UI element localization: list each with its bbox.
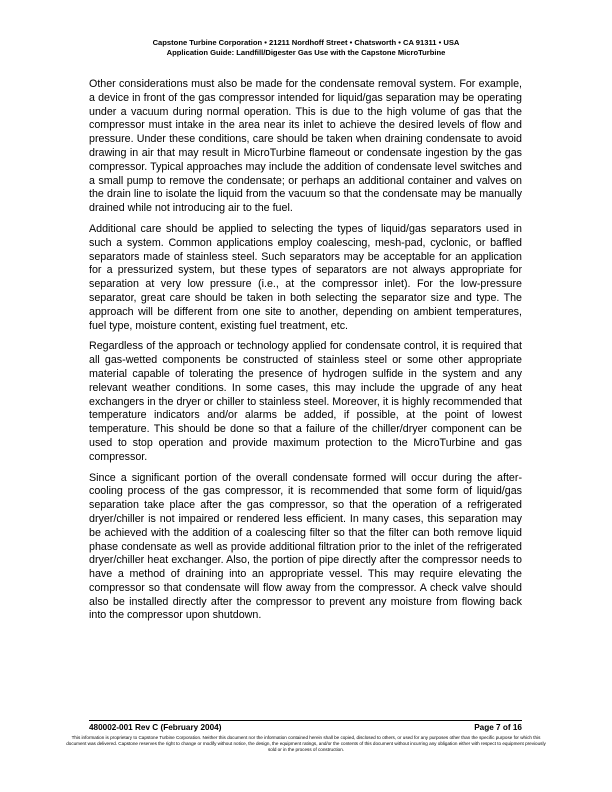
document-number: 480002-001 Rev C (February 2004) [89,723,222,732]
paragraph-after-cooling: Since a significant portion of the overall condensate formed will occur during the after-cooling process of the gas compressor, it is recommended that some form of liquid/gas separation take place after the gas compressor, so that the operation of a refrigerated dryer/chiller is not impaired or rendered less efficient. In many cases, this separation may be achieved with the addition of a coalescing filter so that the filter can both remove liquid phase condensate as well as provide additional filtration prior to the inlet of the refrigerated dryer/chiller heat exchanger. Also, the portion of pipe directly after the compressor needs to have a method of draining into an appropriate vessel. This may require elevating the compressor so that condensate will flow away from the compressor. A check valve should also be installed directly after the compressor to prevent any moisture from flowing back into the compressor upon shutdown. [89,471,522,622]
page-footer [89,720,522,733]
paragraph-gas-wetted-components: Regardless of the approach or technology applied for condensate control, it is required that all gas-wetted components be constructed of stainless steel or some other appropriate material capable of tolerating the presence of hydrogen sulfide in the system and any relevant weather conditions. In some cases, this may include the upgrade of any heat exchangers in the dryer or chiller to stainless steel. Moreover, it is highly recommended that temperature indicators and/or alarms be added, if possible, at the point of lowest temperature. This should be done so that a failure of the chiller/dryer component can be used to stop operation and provide maximum protection to the MicroTurbine and gas compressor. [89,340,522,463]
footer-row [89,723,522,733]
body-text [89,78,522,630]
paragraph-condensate-removal: Other considerations must also be made for the condensate removal system. For example, a device in front of the gas compressor intended for liquid/gas separation may be operating under a vacuum during normal operation. This is due to the high volume of gas that the compressor must intake in the area near its inlet to achieve the desired levels of flow and pressure. Under these conditions, care should be taken when draining condensate to avoid drawing in air that may result in MicroTurbine flameout or condensate ingestion by the gas compressor. Typical approaches may include the addition of condensate level switches and a small pump to remove the condensate; or perhaps an additional container and valves on the drain line to isolate the liquid from the vacuum so that the condensate may be manually drained while not introducing air to the fuel. [89,78,522,215]
footer-divider [89,720,522,721]
page-header [60,38,552,58]
header-company-address: Capstone Turbine Corporation • 21211 Nordhoff Street • Chatsworth • CA 91311 • USA [152,38,460,47]
header-document-title: Application Guide: Landfill/Digester Gas Use with the Capstone MicroTurbine [166,48,446,57]
proprietary-disclaimer: This information is proprietary to Capstone Turbine Corporation. Neither this document nor the information contained herein shall be copied, disclosed to others, or used for any purposes other than the specific purpose for which this document was delivered. Capstone reserves the right to change or modify without notice, the design, the equipment ratings, and/or the contents of this document without incurring any obligation either with respect to equipment previously sold or in the process of construction. [66,735,546,752]
paragraph-separator-selection: Additional care should be applied to selecting the types of liquid/gas separators used in such a system. Common applications employ coalescing, mesh-pad, cyclonic, or baffled separators made of stainless steel. Such separators may be acceptable for an application for a pressurized system, but these types of separators are not always appropriate for separation at very low pressure (i.e., at the compressor inlet). For the low-pressure separator, great care should be taken in both selecting the separator size and type. The approach will be different from one site to another, depending on ambient temperatures, fuel type, moisture content, existing fuel treatment, etc. [89,222,522,332]
page-number: Page 7 of 16 [474,723,522,732]
